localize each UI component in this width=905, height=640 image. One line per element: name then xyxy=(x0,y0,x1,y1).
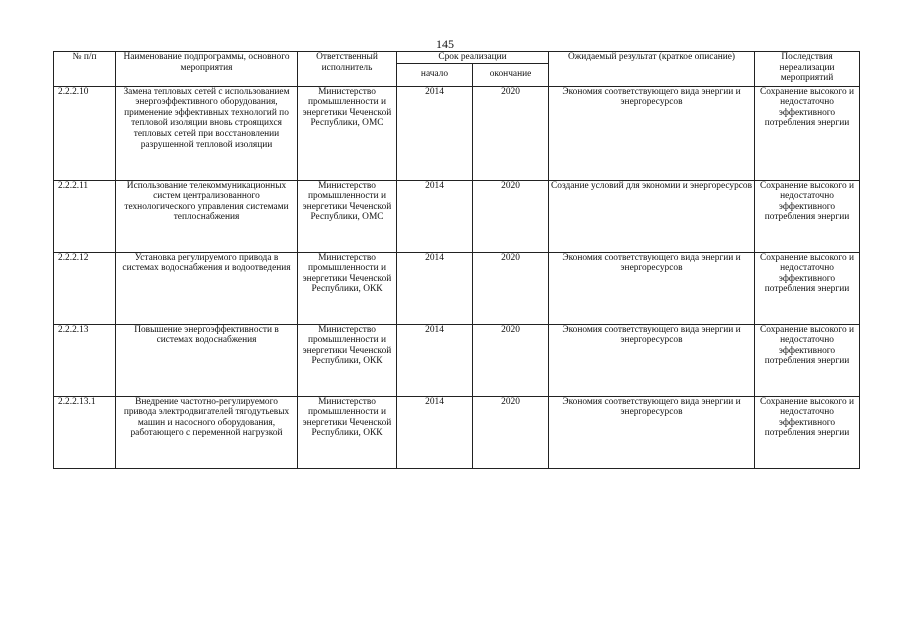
row-number: 2.2.2.13 xyxy=(54,324,116,396)
row-number: 2.2.2.13.1 xyxy=(54,396,116,468)
row-start: 2014 xyxy=(397,324,473,396)
row-executor: Министерство промышленности и энергетики Чеченской Республики, ОКК xyxy=(298,396,397,468)
row-consequences: Сохранение высокого и недостаточно эффективного потребления энергии xyxy=(755,86,860,180)
row-number: 2.2.2.11 xyxy=(54,180,116,252)
row-number: 2.2.2.12 xyxy=(54,252,116,324)
row-executor: Министерство промышленности и энергетики Чеченской Республики, ОМС xyxy=(298,86,397,180)
row-executor: Министерство промышленности и энергетики Чеченской Республики, ОКК xyxy=(298,324,397,396)
row-end: 2020 xyxy=(473,324,549,396)
table-row xyxy=(54,86,860,180)
table-row xyxy=(54,324,860,396)
row-name: Внедрение частотно-регулируемого привода электродвигателей тягодутьевых машин и насосного оборудования, работающего с переменной нагрузкой xyxy=(116,396,298,468)
row-result: Экономия соответствующего вида энергии и энергоресурсов xyxy=(549,396,755,468)
activities-table xyxy=(53,51,860,469)
row-name: Установка регулируемого привода в системах водоснабжения и водоотведения xyxy=(116,252,298,324)
row-end: 2020 xyxy=(473,180,549,252)
table-row xyxy=(54,252,860,324)
row-result: Создание условий для экономии и энергоресурсов xyxy=(549,180,755,252)
row-end: 2020 xyxy=(473,86,549,180)
row-executor: Министерство промышленности и энергетики Чеченской Республики, ОКК xyxy=(298,252,397,324)
row-executor: Министерство промышленности и энергетики Чеченской Республики, ОМС xyxy=(298,180,397,252)
row-name: Использование телекоммуникационных систем централизованного технологического управления системами теплоснабжения xyxy=(116,180,298,252)
row-name: Повышение энергоэффективности в системах водоснабжения xyxy=(116,324,298,396)
row-end: 2020 xyxy=(473,252,549,324)
row-start: 2014 xyxy=(397,180,473,252)
row-consequences: Сохранение высокого и недостаточно эффективного потребления энергии xyxy=(755,396,860,468)
header-period: Срок реализации xyxy=(397,52,549,64)
row-consequences: Сохранение высокого и недостаточно эффективного потребления энергии xyxy=(755,324,860,396)
header-end: окончание xyxy=(473,63,549,86)
header-start: начало xyxy=(397,63,473,86)
row-result: Экономия соответствующего вида энергии и энергоресурсов xyxy=(549,252,755,324)
row-start: 2014 xyxy=(397,86,473,180)
row-start: 2014 xyxy=(397,252,473,324)
row-end: 2020 xyxy=(473,396,549,468)
table-row xyxy=(54,180,860,252)
row-result: Экономия соответствующего вида энергии и энергоресурсов xyxy=(549,324,755,396)
row-name: Замена тепловых сетей с использованием энергоэффективного оборудования, применение эффективных технологий по тепловой изоляции вновь строящихся тепловых сетей при восстановлении разрушенной тепловой изоляции xyxy=(116,86,298,180)
table-row xyxy=(54,396,860,468)
header-result: Ожидаемый результат (краткое описание) xyxy=(549,52,755,87)
row-number: 2.2.2.10 xyxy=(54,86,116,180)
header-consequences: Последствия нереализации мероприятий xyxy=(755,52,860,87)
header-executor: Ответственный исполнитель xyxy=(298,52,397,87)
header-name: Наименование подпрограммы, основного мероприятия xyxy=(116,52,298,87)
row-start: 2014 xyxy=(397,396,473,468)
header-number: № п/п xyxy=(54,52,116,87)
row-result: Экономия соответствующего вида энергии и энергоресурсов xyxy=(549,86,755,180)
row-consequences: Сохранение высокого и недостаточно эффективного потребления энергии xyxy=(755,252,860,324)
page-number: 145 xyxy=(436,37,454,51)
row-consequences: Сохранение высокого и недостаточно эффективного потребления энергии xyxy=(755,180,860,252)
